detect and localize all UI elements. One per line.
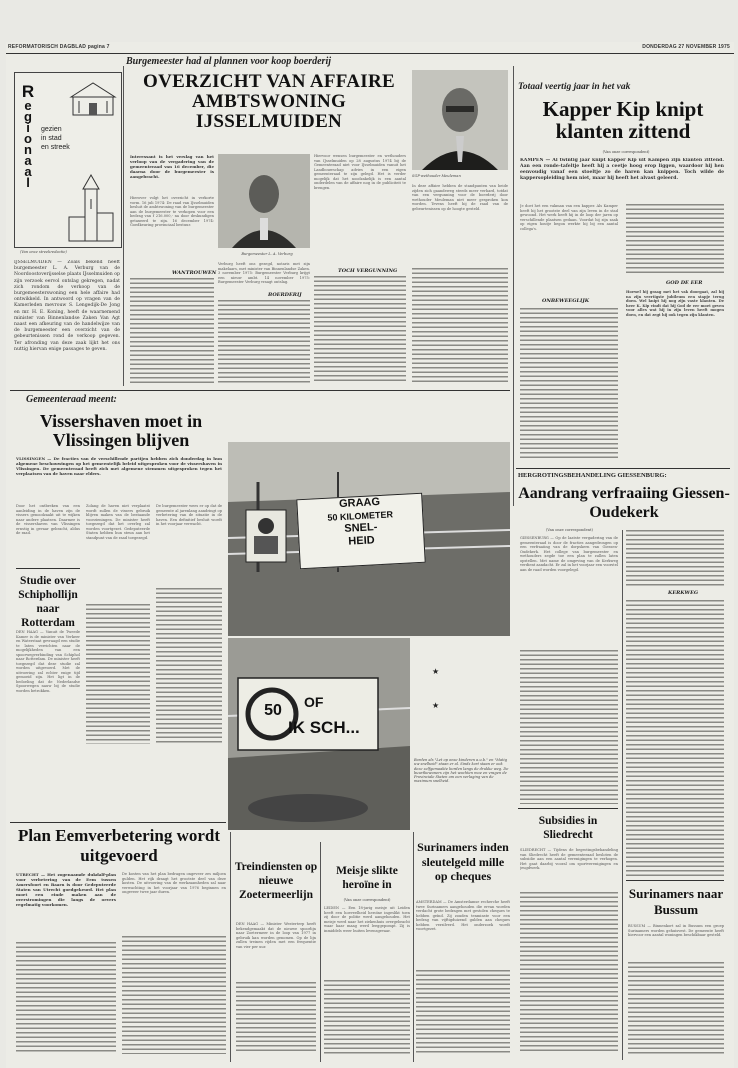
regionaal-letters: R e g i o n a a l: [21, 82, 35, 190]
text-block: [156, 588, 222, 744]
kapper-kicker: Totaal veertig jaar in het vak: [518, 82, 631, 92]
header-right: DONDERDAG 27 NOVEMBER 1975: [642, 44, 730, 50]
text-block: [626, 600, 724, 876]
regionaal-editor-note: (Van onze streekredactie): [20, 250, 67, 254]
kapper-col2-text: Hoewel hij graag met het vak doorgaat, zal hij na zijn veertigste jubileum een stapje terug doen. Wel knipt hij nog zijn vaste klanten. De heer K. Kip vindt dat hij God de eer moet geven voor alles wat hij in zijn leven heeft mogen doen, en dat zegt hij ook tegen zijn klanten.: [626, 290, 724, 317]
schiphollijn-text: DEN HAAG — Vanuit de Tweede Kamer is de minister van Verkeer en Waterstaat gevraagd een studie te laten verrichten naar de mogelijkheden van een spoorwegverbinding van Schiphol naar Rotterdam. De minister heeft toegezegd dat deze studie zal worden uitgevoerd. Met de uitvoering zal echter enige tijd gemoeid zijn. Het ligt in de bedoeling dat de Nederlandse Spoorwegen nauw bij de studie worden betrokken.: [16, 630, 80, 693]
text-block: [520, 308, 618, 460]
regionaal-intro: IJSSELMUIDEN — Zoals bekend heeft burgemeester L. A. Verburg van de Noordoostoverijsselse plaats IJsselmuiden op zijn verzoek eervol ontslag gekregen, nadat zich rondom de verkoop van de burgemeesterswoning een hele affaire had ontwikkeld. In antwoord op vragen van de Kamerleden mevrouw S. Lengedijk-De Jong en mr. H. E. Koning, heeft de waarnemend minister van Binnenlandse Zaken Van Agt naast een afkeuring van de handelwijze van de burgemeester een overzicht van de gebeurtenissen rond de verkoop gegeven. Ter afronding van deze zaak lijkt het ons nuttig hiervan enige passages te geven.: [14, 260, 120, 352]
text-block: [416, 970, 510, 1054]
kapper-headline: Kapper Kip knipt klanten zittend: [542, 97, 704, 144]
sign-ik-sch: IK SCH...: [288, 718, 360, 737]
regionaal-box: [14, 72, 122, 248]
surinamers-bussum-headline: Surinamers naar Bussum: [628, 886, 724, 917]
giessen-text: GIESSENBURG — Op de laatste vergadering van de gemeenteraad is door de fracties aangedrongen op een verfraaiing van de dorpskern van Giessen-Oudekerk. Het college van burgemeester en wethouders zegde toe een plan te zullen laten opstellen. Met name de omgeving van de Kerkweg verdient aandacht. Er zal in het voorjaar een voorstel aan de raad worden voorgelegd.: [520, 536, 618, 572]
text-block: [122, 936, 226, 1054]
kapper-col1-text: Je doet het een vakman van een kapper. Als Kamper heeft hij het grootste deel van zijn leven in de stad gewoond. Het werk heeft hij in de loop der jaren op verschillende plaatsen gedaan. Voordat hij zijn zaak op eigen houtje begon werkte hij bij een aantal collega's.: [520, 204, 618, 231]
newspaper-page: [6, 42, 734, 1068]
burgemeester-kicker: Burgemeester had al plannen voor koop boerderij: [126, 56, 332, 67]
text-block: [236, 982, 316, 1054]
vissershaven-col3-text: De burgemeester wees er op dat de gemeente al jarenlang aandringt op verbetering van de situatie in de haven. Een definitief besluit wordt in het voorjaar verwacht.: [156, 504, 222, 526]
column-rule: [622, 530, 623, 1060]
column-rule: [230, 832, 231, 1062]
trein-headline: Treindiensten op nieuwe Zoetermeerlijn: [234, 861, 318, 901]
kapper-byline: (Van onze correspondent): [602, 150, 650, 154]
burgemeester-photo: [218, 154, 310, 248]
rule: [626, 880, 724, 881]
text-block: [16, 942, 116, 1054]
burgemeester-headline: OVERZICHT VAN AFFAIRE AMBTSWONING IJSSELMUIDEN: [143, 71, 395, 132]
rule: [518, 808, 618, 809]
regionaal-taglines: gezien in stad en streek: [41, 126, 70, 151]
meisje-byline: (Van onze correspondent): [343, 898, 391, 902]
text-block: [324, 980, 410, 1054]
text-block: [520, 892, 618, 1054]
decor-stars-icon: [412, 638, 510, 754]
sign-graag-line1: GRAAG: [338, 495, 381, 511]
vissershaven-col1-text: Door het ontbreken van een aanleiding in de haven zijn de vissers genoodzaakt uit te wijken naar andere plaatsen. Daarmee is de vissershaven van Vlissingen ernstig in gevaar gebracht, aldus de raad.: [16, 504, 80, 535]
sign-50-number: 50: [264, 702, 282, 719]
header-rule: [6, 53, 734, 54]
eem-text: De kosten van het plan bedragen ongeveer zes miljoen gulden. Het rijk draagt het grootste deel van deze kosten. De uitvoering van de werkzaamheden zal naar verwachting in het voorjaar van 1976 beginnen en ongeveer twee jaar duren.: [122, 872, 226, 894]
giessen-byline: (Van onze correspondent): [546, 528, 593, 532]
column-rule: [123, 66, 124, 386]
sign-graag: [296, 493, 425, 569]
protest-photo-bottom: [228, 638, 410, 830]
text-block: [626, 530, 724, 586]
meuleman-photo-caption: SGP-wethouder Meuleman: [412, 174, 461, 178]
sign-graag-line4: HEID: [348, 534, 375, 548]
giessen-kicker: HERGROTINGSBEHANDELING GIESSENBURG:: [518, 472, 667, 479]
meisje-text: LEIDEN — Een 18-jarig meisje uit Leiden heeft een hoeveelheid heroïne ingeslikt toen zij door de politie werd aangehouden. Het meisje werd naar het ziekenhuis overgebracht waar haar maag werd leeggepompt. Zij is inmiddels weer buiten levensgevaar.: [324, 906, 410, 933]
surinamers-bussum-text: BUSSUM — Binnenkort zal in Bussum een groep Surinamers worden gehuisvest. De gemeente heeft hiervoor een aantal woningen beschikbaar gesteld.: [628, 924, 724, 937]
surinamers-sleutel-headline: Surinamers inden sleutelgeld mille op cheques: [417, 840, 509, 883]
burgemeester-col2-text: Verburg heeft ons gezegd, notaris met zijn makelaars, met minister van Binnenlandse Zaken. 3 november 1975: Burgemeester Verburg krijgt een nieuw ambt. 14 november 1975: Burgemeester Verburg vraagt ontslag.: [218, 262, 310, 284]
burgemeester-col1-text: Hierover volgt het overzicht in verkorte vorm. 16 juli 1974: De raad van IJsselmuiden besluit de ambtswoning van de burgemeester aan de burgemeester te verkopen voor een bedrag van f 216.000,- na door deskundigen getaxeerd te zijn. 16 december 1974: Goedkeuring provinciaal bestuur.: [130, 196, 214, 227]
column-rule: [320, 842, 321, 1062]
burgemeester-lead: Interessant is het verslag van het verloop van de vergadering van de gemeenteraad van 16 december, die daarna door de burgemeester is aangebracht.: [130, 154, 214, 179]
vissershaven-col2-text: Zolang de haven niet verplaatst wordt zullen de vissers gebruik blijven maken van de bestaande voorzieningen. De minister heeft toegezegd dat het overleg zal worden voortgezet. Gedeputeerde Staten hebben hun steun aan het standpunt van de raad toegezegd.: [86, 504, 150, 540]
protest-photo-top: [228, 442, 510, 636]
svg-text:★: ★: [432, 701, 440, 710]
column-rule: [413, 832, 414, 1062]
text-block: [86, 604, 150, 744]
text-block: [130, 278, 214, 384]
burgemeester-photo-caption: Burgemeester L. A. Verburg: [241, 252, 293, 256]
eem-lead: UTRECHT — Het zogenaamde dukdalf-plan voor verbetering van de Eem tussen Amersfoort en Baarn is door Gedeputeerde Staten van Utrecht goedgekeurd. Het plan moet een einde maken aan de overstromingen die langs de oevers regelmatig voorkomen.: [16, 872, 116, 907]
rule: [10, 390, 510, 391]
schiphollijn-headline: Studie over Schiphollijn naar Rotterdam: [18, 575, 78, 629]
subsidies-text: SLIEDRECHT — Tijdens de begrotingsbehandeling van Sliedrecht heeft de gemeenteraad besloten de subsidie aan een aantal verenigingen te verhogen. Het gaat daarbij vooral om sportverenigingen en jeugdwerk.: [520, 848, 618, 870]
text-block: [218, 300, 310, 384]
sign-graag-line2: 50 KILOMETER: [327, 509, 394, 523]
portrait-icon: [218, 154, 310, 248]
church-sketch-icon: [69, 79, 117, 119]
vissershaven-kicker: Gemeenteraad meent:: [26, 394, 117, 405]
surinamers-sleutel-text: AMSTERDAM — De Amsterdamse recherche heeft twee Surinamers aangehouden die ervan worden verdacht grote bedragen met gestolen cheques te hebben geïnd. Zij zouden tenminste voor een bedrag van vijftigduizend gulden aan cheques hebben verzilverd. Het onderzoek wordt voortgezet.: [416, 900, 510, 931]
sign-graag-line3: SNEL-: [344, 521, 378, 535]
giessen-sub-kerkweg: KERKWEG: [668, 590, 699, 596]
rule: [516, 468, 730, 469]
tower-sketch-icon: [65, 173, 117, 245]
protest-caption: Borden als "Let op onze kinderen a.u.b." en "Matig uw snelheid" staan er al. Sinds kort staan er ook deze zelfgemaakte borden langs de drukke weg. De buurtbewoners zijn het wachten moe en vragen de Provinciale Staten om een verlaging van de maximum snelheid.: [414, 758, 509, 784]
header-left: REFORMATORISCH DAGBLAD pagina 7: [8, 44, 110, 50]
burgemeester-sub-toch: TOCH VERGUNNING: [338, 268, 398, 274]
subsidies-headline: Subsidies in Sliedrecht: [538, 815, 598, 841]
text-block: [520, 650, 618, 804]
kapper-sub-god: GOD DE EER: [666, 280, 703, 286]
kapper-lead: KAMPEN — Al twintig jaar knipt kapper Kip uit Kampen zijn klanten zittend. Aan een ronde-tafeltje heeft hij a ceetje hoog erop liggen, waardoor hij hen eenvoudig vanaf een stoeltje zo de haren kan knippen. Toch wilde de kappersopleiding hem niet, maar hij heeft het alvast geleerd.: [520, 158, 724, 181]
column-rule: [513, 66, 514, 506]
vissershaven-lead: VLISSINGEN — De fracties van de verschillende partijen hebben zich donderdag in hun algemene beschouwingen op het gemeentelijk beleid uitgesproken voor de vissershaven in Vlissingen. De gemeenteraad heeft zich met algemene stemmen uitgesproken tegen het verplaatsen van de haven naar elders.: [16, 456, 222, 476]
rule: [16, 568, 80, 569]
burgemeester-col3-text: Hiervoor wensen burgemeester en wethouders van IJsselmuiden op 28 augustus 1974 bij de Gemeenteraad niet voor IJsselmuiden vanuit het Landbouwschap advies in een eigen gemeenteraad te zijn gelegd. Het is verder mogelijk dat het noodzakelijk is een aantal onderdelen van de affaire nog in de publiciteit te brengen.: [314, 154, 406, 190]
text-block: [626, 204, 724, 276]
vissershaven-headline: Vissershaven moet in Vlissingen blijven: [39, 411, 203, 450]
text-block: [412, 268, 508, 384]
burgemeester-col4-text: In deze affaire hebben de standpunten van beide zijden zich gaandeweg steeds meer verhard, totdat van een vergunning voor de boerderij door wethouder Meuleman niet meer gesproken kon worden. Tevens heeft hij de raad van de gebeurtenissen op de hoogte gesteld.: [412, 184, 508, 211]
sign-of-word: OF: [304, 694, 324, 710]
giessen-headline: Aandrang verfraaiing Giessen-Oudekerk: [518, 485, 730, 521]
text-block: [314, 276, 406, 384]
photo-side-space: [412, 638, 510, 754]
meuleman-photo: [412, 70, 508, 170]
svg-text:★: ★: [432, 667, 440, 676]
burgemeester-sub-boerderij: BOERDERIJ: [268, 292, 302, 298]
kapper-sub-onbeweeglijk: ONBEWEEGLIJK: [542, 298, 590, 304]
meisje-headline: Meisje slikte heroïne in: [336, 865, 398, 891]
eem-headline: Plan Eemverbetering wordt uitgevoerd: [17, 826, 221, 865]
rule: [10, 822, 226, 823]
text-block: [628, 962, 724, 1054]
burgemeester-sub-wantrouwen: WANTROUWEN: [172, 270, 217, 276]
trein-text: DEN HAAG — Minister Westerterp heeft bekendgemaakt dat de nieuwe spoorlijn naar Zoetermeer in de loop van 1977 in gebruik kan worden genomen. Op de lijn zullen treinen rijden met een frequentie van vier per uur.: [236, 922, 316, 949]
portrait-icon: [412, 70, 508, 170]
